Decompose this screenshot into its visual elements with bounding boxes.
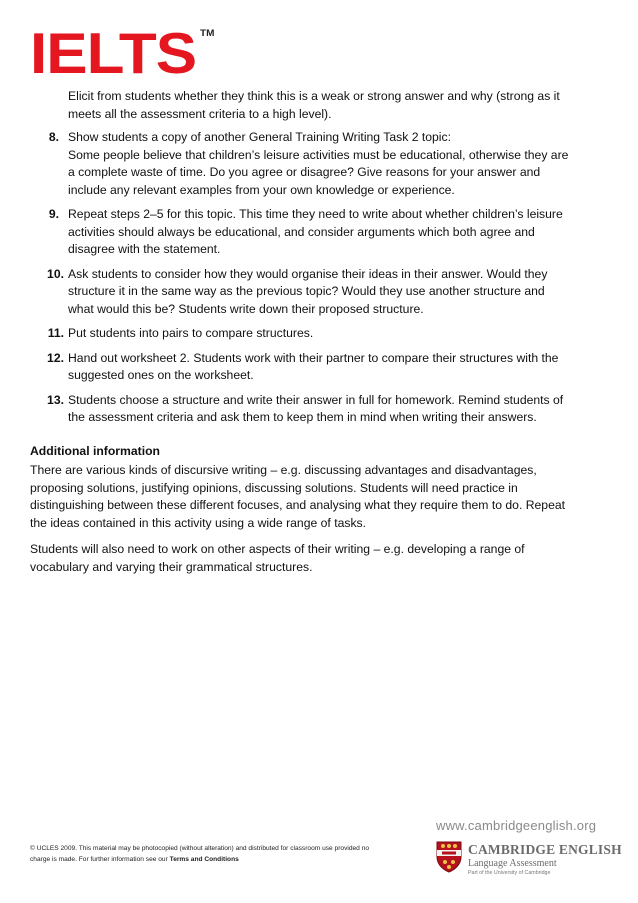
additional-paragraph-2: Students will also need to work on other aspects of their writing – e.g. developing a range of vocabulary and varying their grammatical structures. bbox=[30, 542, 525, 574]
step-text: Repeat steps 2–5 for this topic. This time they need to write about whether children’s leisure activities should always be educational, and consider arguments which both agree and disagree with the statement. bbox=[68, 207, 563, 256]
step-number: 8. bbox=[48, 130, 59, 144]
terms-link[interactable]: Terms and Conditions bbox=[169, 856, 239, 863]
list-item bbox=[30, 350, 570, 385]
copyright-notice bbox=[30, 843, 390, 865]
step-text: Students choose a structure and write their answer in full for homework. Remind students of the assessment criteria and ask them to keep them in mind when writing their answers. bbox=[68, 392, 564, 424]
trademark-mark: TM bbox=[200, 28, 215, 39]
cambridge-english-logo bbox=[436, 841, 622, 877]
brand-affiliation: Part of the University of Cambridge bbox=[468, 870, 551, 876]
main-content bbox=[30, 88, 570, 585]
task-prompt: Some people believe that children’s leisure activities must be educational, otherwise they are a complete waste of time. Do you agree or disagree? Give reasons for your answer and include any relevant examples from your own knowledge or experience. bbox=[68, 147, 569, 197]
step-text: Ask students to consider how they would organise their ideas in their answer. Would they structure it in the same way as the previous topic? Would they use another structure and what would this be? Students write down their proposed structure. bbox=[68, 266, 548, 316]
step-7-continuation: Elicit from students whether they think this is a weak or strong answer and why (strong as it meets all the assessment criteria to a high level). bbox=[68, 89, 560, 121]
website-url: www.cambridgeenglish.org bbox=[436, 818, 597, 833]
ielts-logo bbox=[30, 22, 215, 86]
step-text: Hand out worksheet 2. Students work with their partner to compare their structures with the suggested ones on the worksheet. bbox=[68, 350, 559, 382]
step-number: 12. bbox=[47, 350, 64, 365]
copyright-text: © UCLES 2009. This material may be photocopied (without alteration) and distributed for classroom use provided no charge is made. For further information see our bbox=[30, 845, 369, 863]
brand-subtitle: Language Assessment bbox=[468, 858, 557, 869]
step-text: Show students a copy of another General Training Writing Task 2 topic: bbox=[68, 130, 451, 144]
list-item bbox=[30, 129, 570, 199]
additional-paragraph-1: There are various kinds of discursive writing – e.g. discussing advantages and disadvantages, proposing solutions, justifying opinions, discussing solutions. Students will need practice in distinguishing between these different focuses, and analysing what they require them to do. Repeat the ideas contained in this activity using a wide range of tasks. bbox=[30, 463, 566, 530]
list-item bbox=[30, 325, 570, 343]
cambridge-shield-icon bbox=[436, 841, 462, 873]
brand-name: CAMBRIDGE ENGLISH bbox=[468, 842, 622, 857]
step-number: 10. bbox=[47, 266, 64, 281]
list-item bbox=[30, 266, 570, 319]
step-number: 11. bbox=[47, 326, 64, 340]
list-item bbox=[30, 392, 570, 427]
logo-text: IELTS bbox=[30, 22, 197, 86]
step-number: 13. bbox=[47, 392, 64, 407]
steps-list bbox=[30, 129, 570, 427]
list-item bbox=[30, 206, 570, 259]
additional-info-heading: Additional information bbox=[30, 443, 160, 458]
step-text: Put students into pairs to compare structures. bbox=[68, 326, 314, 340]
step-number: 9. bbox=[48, 207, 59, 221]
